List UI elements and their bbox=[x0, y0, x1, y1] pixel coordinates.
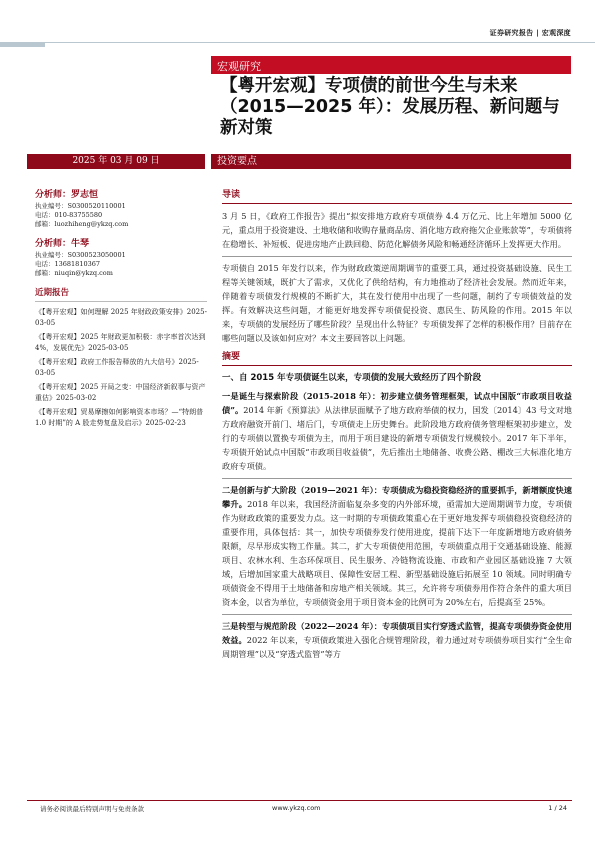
recent-report-link[interactable]: 《【粤开宏观】如何理解 2025 年财政政策安排》2025-03-05 bbox=[35, 308, 207, 327]
brand-tag: 证券研究报告 | 宏观深度 bbox=[489, 29, 571, 37]
stage-lead: 一是诞生与探索阶段（2015-2018 年）：初步建立债务管理框架，试点中国版“市政项目收益债”。 bbox=[222, 391, 572, 415]
report-title: 【粤开宏观】专项债的前世今生与未来（2015—2025 年）：发展历程、新问题与新对策 bbox=[220, 76, 560, 138]
analyst-card bbox=[35, 239, 207, 278]
divider bbox=[222, 256, 572, 257]
analyst-card bbox=[35, 190, 207, 229]
analyst-phone: 电话：010-83755580 bbox=[35, 211, 103, 219]
website-link[interactable]: www.ykzq.com bbox=[272, 804, 321, 812]
analyst-name: 分析师：罗志恒 bbox=[35, 190, 99, 200]
highlights-badge: 投资要点 bbox=[211, 154, 571, 169]
stage-paragraph bbox=[222, 483, 572, 609]
analyst-name: 分析师：牛琴 bbox=[35, 239, 90, 249]
divider bbox=[222, 478, 572, 479]
stage-paragraph bbox=[222, 389, 572, 473]
stage-lead: 二是创新与扩大阶段（2019—2021 年）：专项债成为稳投资稳经济的重要抓手，新增额度快速攀升。 bbox=[222, 485, 572, 509]
analyst-email[interactable]: 邮箱：luozhiheng@ykzq.com bbox=[35, 220, 129, 228]
divider bbox=[222, 614, 572, 615]
analyst-license: 执业编号：S0300523050001 bbox=[35, 251, 126, 259]
recent-report-link[interactable]: 《【粤开宏观】2025 年财政更加积极：赤字率首次达到 4%，发展优先》2025-03-05 bbox=[35, 333, 206, 352]
sidebar bbox=[35, 190, 207, 432]
recent-report-link[interactable]: 《【粤开宏观】贸易摩擦如何影响资本市场？—“特朗普 1.0 时期”的 A 股走势复盘及启示》2025-02-23 bbox=[35, 408, 204, 427]
section-badge: 宏观研究 bbox=[211, 56, 571, 74]
header-bar bbox=[0, 0, 595, 48]
header-rule bbox=[0, 42, 595, 43]
disclaimer-note: 请务必阅读最后特别声明与免责条款 bbox=[40, 805, 144, 813]
stage-text: 2022 年以来，专项债政策进入强化合规管理阶段，着力通过对专项债券项目实行“全生命周期管理”以及“穿透式监管”等方 bbox=[222, 635, 572, 659]
stage-text: 2018 年以来，我国经济面临复杂多变的内外部环境，亟需加大逆周期调节力度，专项债作为财政政策的重要发力点。这一时期的专项债政策重心在于更好地发挥专项债稳投资稳经济的重要作用，具体包括：其一，加快专项债券发行使用进度，提前下达下一年度新增地方政府债务限额，尽早形成实物工作量。其二，扩大专项债使用范围，专项债重点用于交通基础设施、能源项目、农林水利、生态环保项目、民生服务、冷链物流设施、市政和产业园区基础设施 7 大领域，后增加国家重大战略项目、保障性安居工程、新型基础设施后拓展至 10 领域。同时明确专项债资金不得用于土地储备和房地产相关领域。其三，允许将专项债券用作符合条件的重大项目资本金，以省为单位，专项债资金用于项目资本金的比例可为 20%左右，后提高至 25%。 bbox=[222, 499, 572, 607]
point-heading: 一、自 2015 年专项债诞生以来，专项债的发展大致经历了四个阶段 bbox=[222, 373, 482, 383]
report-date: 2025 年 03 月 09 日 bbox=[27, 154, 205, 169]
stage-text: 2014 年新《预算法》从法律层面赋予了地方政府举债的权力，国发〔2014〕43 号文对地方政府融资开前门、堵后门，专项债走上历史舞台。此阶段地方政府债务管理框架初步建立，发行的专项债以置换专项债为主，而用于项目建设的新增专项债发行规模较小。2017 年下半年，专项债开始试点中国版“市政项目收益债”，先后推出土地储备、收费公路、棚改三大标准化地方政府专项债。 bbox=[222, 405, 572, 471]
summary-header: 摘要 bbox=[222, 350, 572, 366]
intro-paragraph: 专项债自 2015 年发行以来，作为财政政策逆周期调节的重要工具，通过投资基础设施、民生工程等关键领域，既扩大了需求，又优化了供给结构，有力地推动了经济社会发展。然而近年来，伴随着专项债发行规模的不断扩大，其在发行使用中出现了一些问题，制约了专项债效益的发挥。有效解决这些问题，才能更好地发挥专项债促投资、惠民生、防风险的作用。2015 年以来，专项债的发展经历了哪些阶段？呈现出什么特征？专项债发挥了怎样的积极作用？目前存在哪些问题以及该如何应对？本文主要回答以上问题。 bbox=[222, 263, 572, 343]
header-rule-block bbox=[0, 42, 45, 47]
intro-paragraph: 3 月 5 日，《政府工作报告》提出“拟安排地方政府专项债券 4.4 万亿元、比上年增加 5000 亿元，重点用于投资建设、土地收储和收购存量商品房、消化地方政府拖欠企业账款等”，专项债将在稳增长、补短板、促进房地产止跌回稳、防范化解债务风险和畅通经济循环上发挥更大作用。 bbox=[222, 211, 572, 249]
footer-rule bbox=[27, 800, 572, 801]
main-content bbox=[222, 188, 572, 666]
analyst-email[interactable]: 邮箱：niuqin@ykzq.com bbox=[35, 269, 113, 277]
recent-report-link[interactable]: 《【粤开宏观】2025 开局之变：中国经济新叙事与资产重估》2025-03-02 bbox=[35, 383, 206, 402]
analyst-license: 执业编号：S0300520110001 bbox=[35, 202, 126, 210]
stage-lead: 三是转型与规范阶段（2022—2024 年）：专项债项目实行穿透式监管，提高专项债券资金使用效益。 bbox=[222, 621, 572, 645]
page-number: 1 / 24 bbox=[548, 804, 567, 812]
stage-paragraph bbox=[222, 619, 572, 661]
analyst-phone: 电话：13681810367 bbox=[35, 260, 100, 268]
intro-header: 导读 bbox=[222, 188, 572, 204]
recent-report-link[interactable]: 《【粤开宏观】政府工作报告释放的九大信号》2025-03-05 bbox=[35, 358, 199, 377]
recent-reports-title: 近期报告 bbox=[35, 288, 207, 302]
